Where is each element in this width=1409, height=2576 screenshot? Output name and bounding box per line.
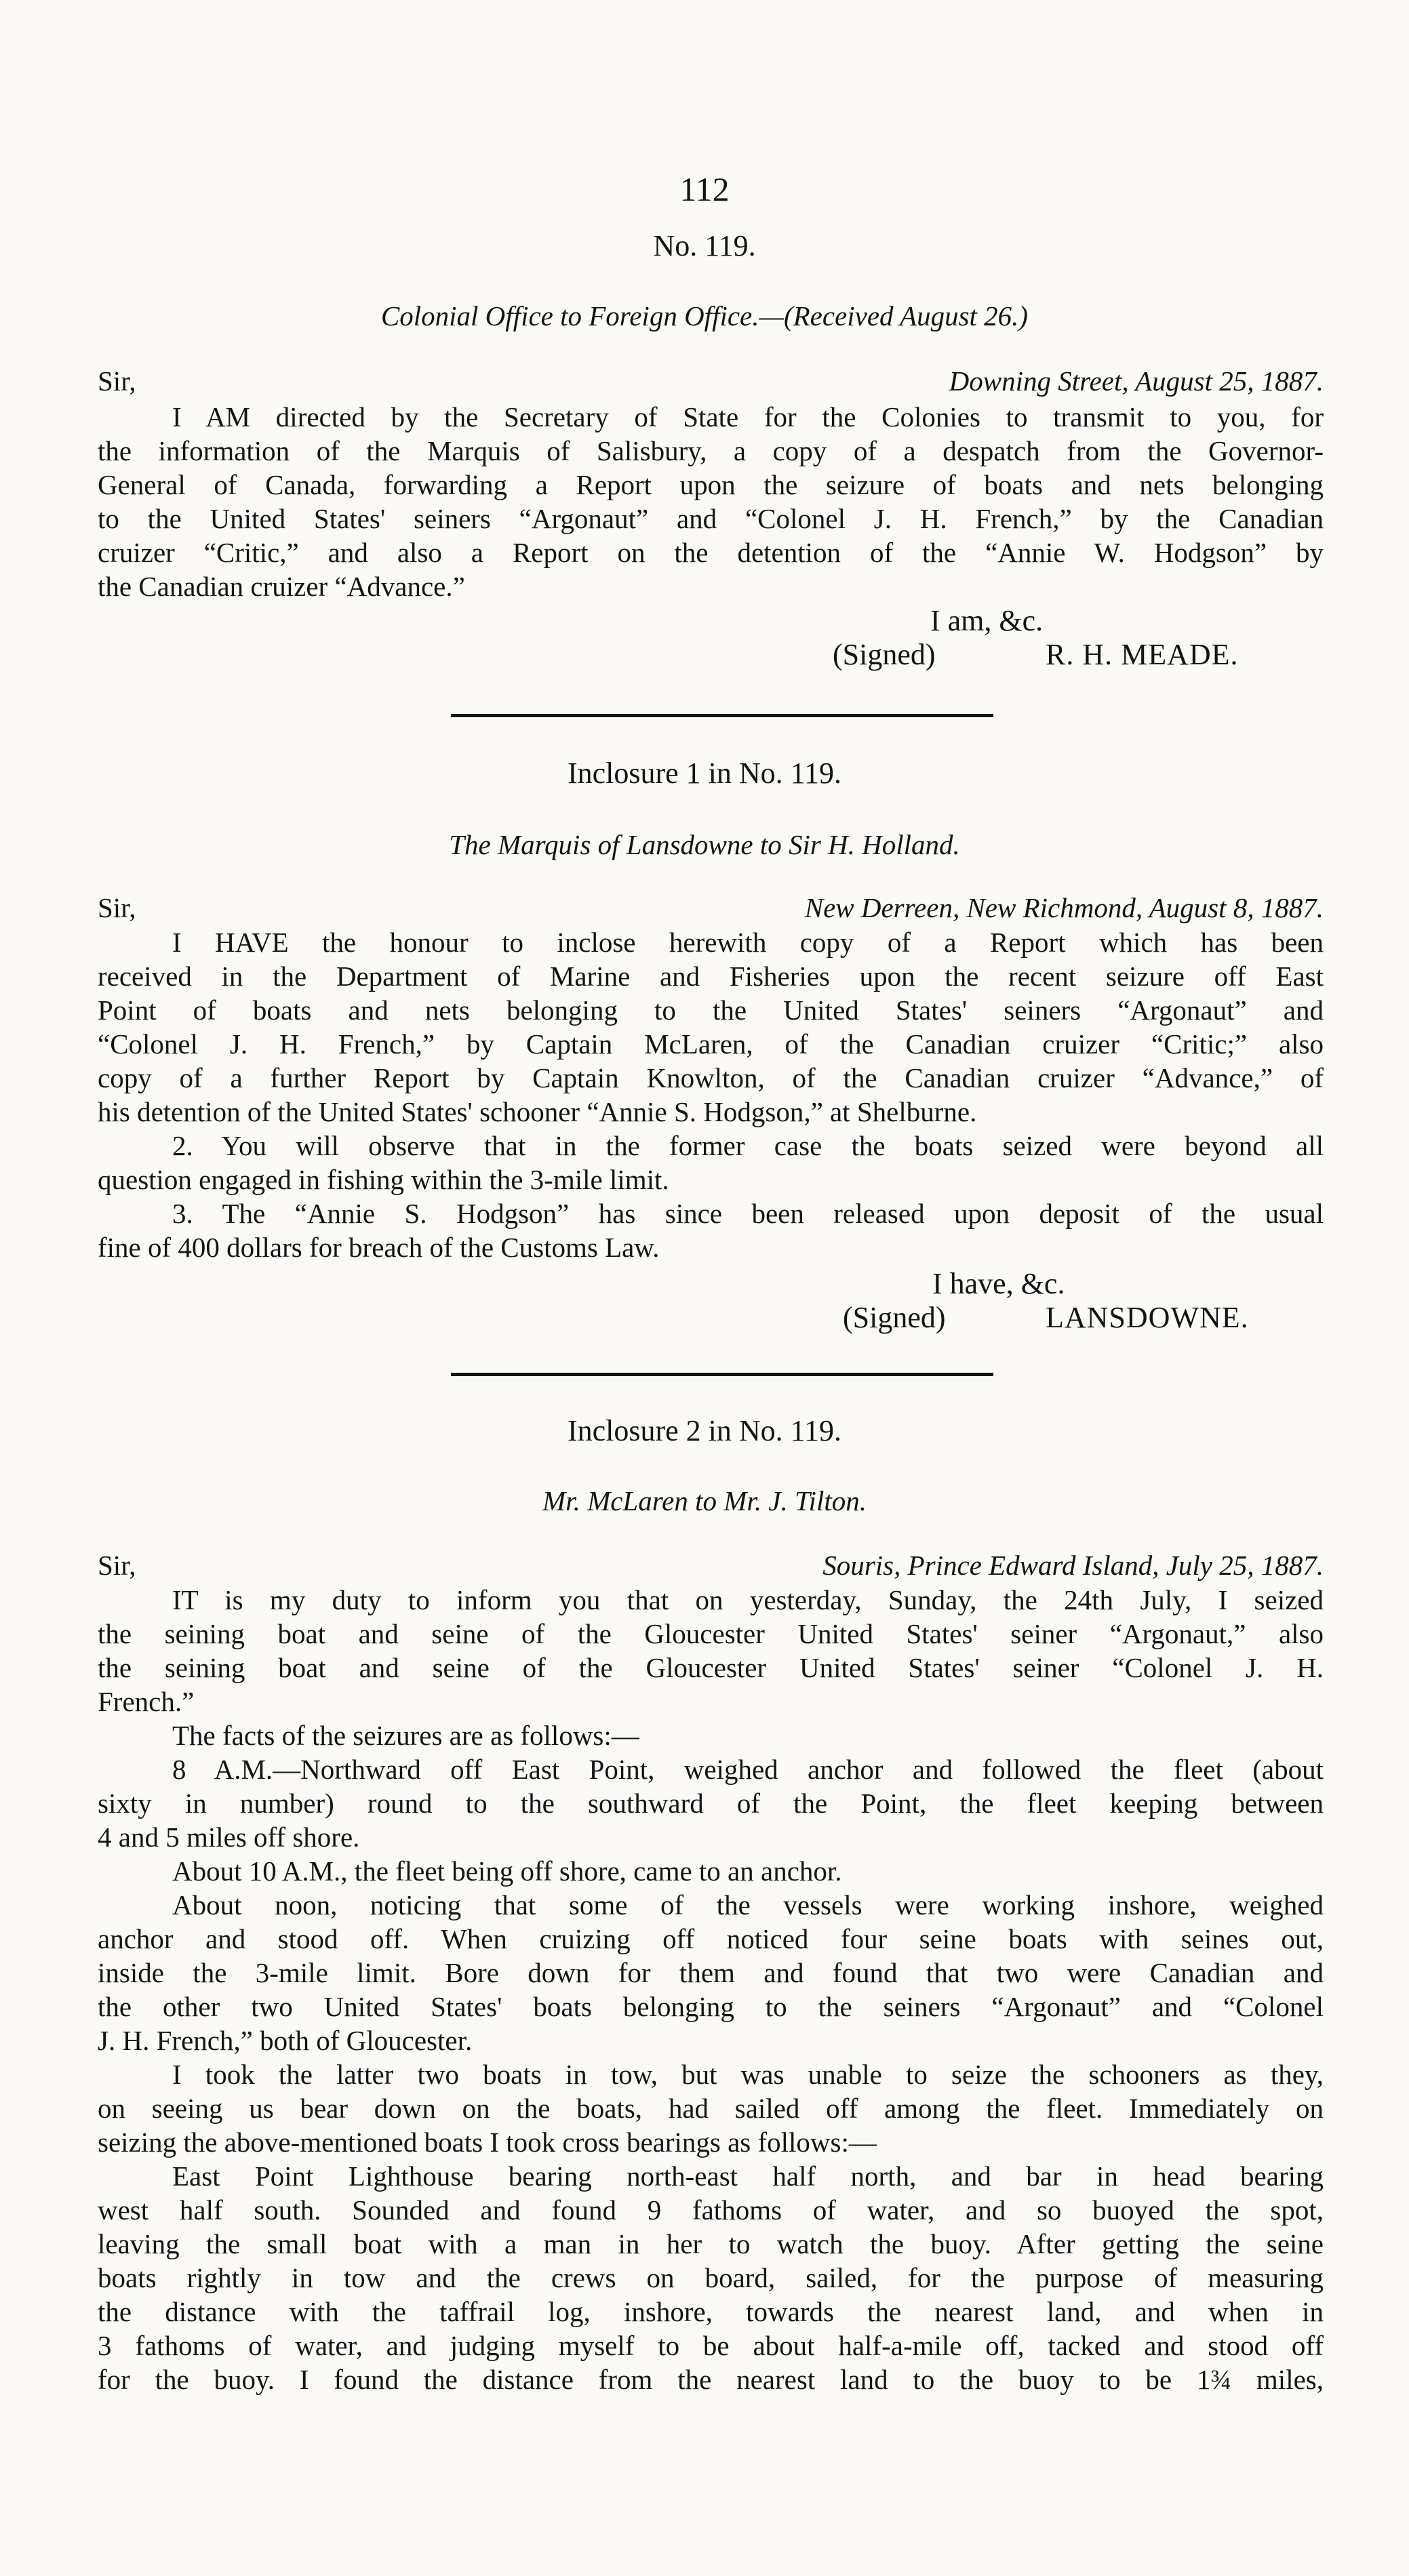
text-line: the seining boat and seine of the Gloucester United States' seiner “Argonaut,” also — [98, 1618, 1324, 1649]
text-line: About noon, noticing that some of the vessels were working inshore, weighed — [172, 1889, 1324, 1920]
text-line: leaving the small boat with a man in her to watch the buoy. After getting the seine — [98, 2228, 1324, 2259]
text-line: to the United States' seiners “Argonaut” and “Colonel J. H. French,” by the Canadian — [98, 503, 1324, 534]
text-line: the distance with the taffrail log, inshore, towards the nearest land, and when in — [98, 2296, 1324, 2327]
text-line: fine of 400 dollars for breach of the Customs Law. — [98, 1232, 660, 1263]
text-line: the Canadian cruizer “Advance.” — [98, 571, 465, 602]
text-line: for the buoy. I found the distance from the nearest land to the buoy to be 1¾ miles, — [98, 2364, 1324, 2395]
signed-label: (Signed) — [843, 1301, 946, 1334]
text-line: west half south. Sounded and found 9 fathoms of water, and so buoyed the spot, — [98, 2194, 1324, 2226]
text-line: boats rightly in tow and the crews on board, sailed, for the purpose of measuring — [98, 2262, 1324, 2293]
text-line: “Colonel J. H. French,” by Captain McLaren, of the Canadian cruizer “Critic;” also — [98, 1028, 1324, 1060]
text-line: anchor and stood off. When cruizing off noticed four seine boats with seines out, — [98, 1923, 1324, 1954]
inclosure-heading: The Marquis of Lansdowne to Sir H. Holland. — [449, 829, 960, 860]
text-line: copy of a further Report by Captain Knowlton, of the Canadian cruizer “Advance,” of — [98, 1062, 1324, 1093]
text-line: I HAVE the honour to inclose herewith copy of a Report which has been — [172, 927, 1324, 958]
text-line: question engaged in fishing within the 3-mile limit. — [98, 1164, 669, 1195]
text-line: 8 A.M.—Northward off East Point, weighed anchor and followed the fleet (about — [172, 1754, 1324, 1785]
text-line: IT is my duty to inform you that on yesterday, Sunday, the 24th July, I seized — [172, 1584, 1324, 1615]
closing: I am, &c. — [930, 604, 1044, 637]
text-line: About 10 A.M., the fleet being off shore, came to an anchor. — [172, 1855, 842, 1887]
text-line: 3 fathoms of water, and judging myself to be about half-a-mile off, tacked and stood off — [98, 2330, 1324, 2361]
divider — [451, 1373, 993, 1376]
text-line: The facts of the seizures are as follows:— — [172, 1720, 639, 1751]
text-line: the other two United States' boats belonging to the seiners “Argonaut” and “Colonel — [98, 1991, 1324, 2022]
text-line: French.” — [98, 1686, 195, 1717]
document-title: No. 119. — [653, 229, 756, 262]
text-line: East Point Lighthouse bearing north-east half north, and bar in head bearing — [172, 2160, 1324, 2192]
text-line: I AM directed by the Secretary of State for the Colonies to transmit to you, for — [172, 401, 1324, 432]
place-date: New Derreen, New Richmond, August 8, 1887. — [804, 892, 1324, 923]
text-line: seizing the above-mentioned boats I took cross bearings as follows:— — [98, 2127, 877, 2158]
letter-heading: Colonial Office to Foreign Office.—(Received August 26.) — [380, 300, 1029, 331]
text-line: J. H. French,” both of Gloucester. — [98, 2025, 473, 2056]
place-date: Souris, Prince Edward Island, July 25, 1887. — [822, 1550, 1324, 1581]
closing: I have, &c. — [932, 1267, 1065, 1300]
salutation: Sir, — [98, 365, 136, 397]
text-line: the seining boat and seine of the Gloucester United States' seiner “Colonel J. H. — [98, 1652, 1324, 1683]
text-line: Point of boats and nets belonging to the United States' seiners “Argonaut” and — [98, 994, 1324, 1026]
signed-label: (Signed) — [833, 638, 936, 671]
salutation: Sir, — [98, 1550, 136, 1581]
divider — [451, 714, 993, 717]
text-line: 3. The “Annie S. Hodgson” has since been released upon deposit of the usual — [172, 1198, 1324, 1229]
inclosure-heading: Mr. McLaren to Mr. J. Tilton. — [542, 1485, 867, 1516]
text-line: 4 and 5 miles off shore. — [98, 1822, 360, 1853]
text-line: his detention of the United States' schooner “Annie S. Hodgson,” at Shelburne. — [98, 1096, 977, 1127]
signer: LANSDOWNE. — [1046, 1301, 1249, 1334]
inclosure-title: Inclosure 2 in No. 119. — [567, 1414, 842, 1447]
text-line: General of Canada, forwarding a Report upon the seizure of boats and nets belonging — [98, 469, 1324, 500]
text-line: cruizer “Critic,” and also a Report on the detention of the “Annie W. Hodgson” by — [98, 537, 1324, 568]
text-line: I took the latter two boats in tow, but was unable to seize the schooners as they, — [172, 2059, 1324, 2090]
text-line: on seeing us bear down on the boats, had sailed off among the fleet. Immediately on — [98, 2093, 1324, 2124]
inclosure-title: Inclosure 1 in No. 119. — [567, 757, 842, 790]
signer: R. H. MEADE. — [1046, 638, 1239, 671]
text-line: inside the 3-mile limit. Bore down for them and found that two were Canadian and — [98, 1957, 1324, 1988]
text-line: 2. You will observe that in the former case the boats seized were beyond all — [172, 1130, 1324, 1161]
text-line: received in the Department of Marine and Fisheries upon the recent seizure off East — [98, 961, 1324, 992]
place-date: Downing Street, August 25, 1887. — [949, 365, 1324, 397]
page-number: 112 — [679, 170, 730, 208]
salutation: Sir, — [98, 892, 136, 923]
text-line: the information of the Marquis of Salisbury, a copy of a despatch from the Governor- — [98, 435, 1324, 466]
text-line: sixty in number) round to the southward of the Point, the fleet keeping between — [98, 1788, 1324, 1819]
